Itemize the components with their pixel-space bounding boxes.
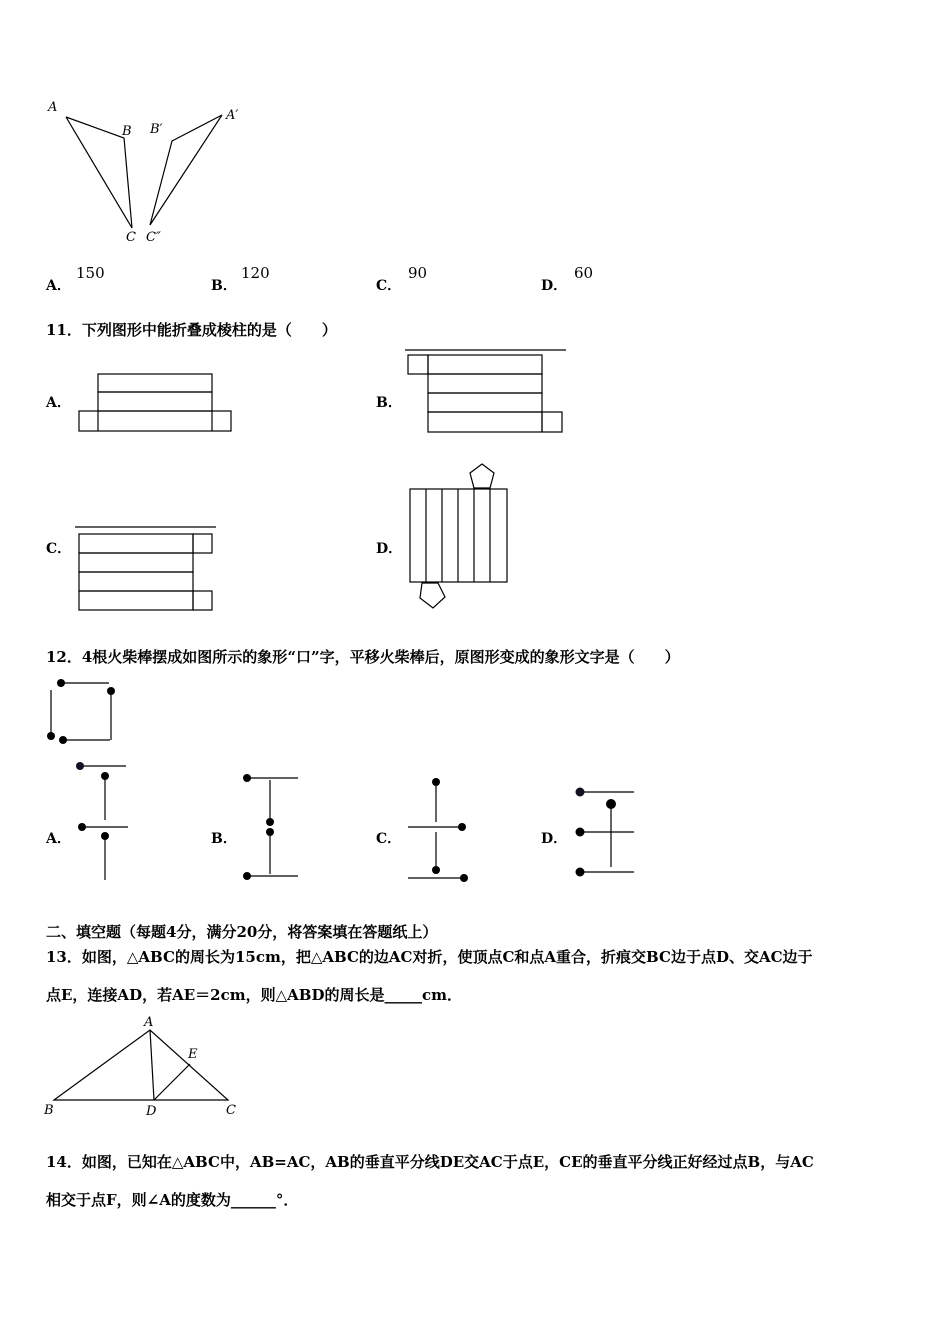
- q11-option-a[interactable]: A．: [46, 395, 71, 411]
- label-b-prime: B′: [150, 122, 163, 137]
- section2-title: 二、填空题（每题4分，满分20分，将答案填在答题纸上）: [46, 923, 438, 941]
- q10-option-a[interactable]: A．: [46, 278, 71, 294]
- q11-text: 11．下列图形中能折叠成棱柱的是（ ）: [46, 321, 337, 339]
- q11-net-c: [74, 524, 222, 614]
- q10-option-b-value: 120: [241, 264, 270, 282]
- q14-text-line2: 相交于点F，则∠A的度数为______°．: [46, 1191, 299, 1209]
- q13-text-line1: 13．如图，△ABC的周长为15cm，把△ABC的边AC对折，使顶点C和点A重合，折痕交BC边于点D、交AC边于: [46, 948, 813, 966]
- q10-option-c[interactable]: C．: [376, 278, 402, 294]
- q10-option-b[interactable]: B．: [211, 278, 237, 294]
- q12-original-figure: [44, 678, 120, 748]
- q11-option-d[interactable]: D．: [376, 541, 403, 557]
- label-a: A: [48, 100, 58, 115]
- q10-triangles-figure: [40, 95, 260, 245]
- q13-triangle-figure: [40, 1012, 250, 1122]
- label-c: C: [126, 230, 136, 245]
- q10-option-d[interactable]: D．: [541, 278, 568, 294]
- q12-option-b[interactable]: B．: [211, 831, 237, 847]
- q10-option-a-value: 150: [76, 264, 105, 282]
- q12-figure-d: [572, 782, 640, 882]
- q12-figure-c: [404, 772, 474, 884]
- label-a: A: [144, 1015, 154, 1030]
- q12-text: 12．4根火柴棒摆成如图所示的象形“口”字，平移火柴棒后，原图形变成的象形文字是（ ）: [46, 648, 680, 666]
- q11-net-a: [78, 372, 238, 434]
- label-e: E: [188, 1047, 198, 1062]
- q12-option-a[interactable]: A．: [46, 831, 71, 847]
- q11-net-d: [408, 460, 528, 612]
- label-b: B: [44, 1103, 54, 1118]
- label-b: B: [122, 124, 132, 139]
- q11-option-c[interactable]: C．: [46, 541, 72, 557]
- q11-net-b: [404, 348, 570, 438]
- q14-text-line1: 14．如图，已知在△ABC中，AB=AC，AB的垂直平分线DE交AC于点E，CE的垂直平分线正好经过点B，与AC: [46, 1153, 814, 1171]
- q12-figure-a: [72, 760, 134, 884]
- q11-option-b[interactable]: B．: [376, 395, 402, 411]
- label-c: C: [226, 1103, 236, 1118]
- label-c-double-prime: C″: [146, 230, 161, 245]
- q12-option-c[interactable]: C．: [376, 831, 402, 847]
- q12-option-d[interactable]: D．: [541, 831, 568, 847]
- q10-option-d-value: 60: [574, 264, 594, 282]
- q12-figure-b: [238, 770, 304, 882]
- label-d: D: [146, 1104, 157, 1119]
- label-a-prime: A′: [226, 108, 239, 123]
- q10-option-c-value: 90: [408, 264, 428, 282]
- q13-text-line2: 点E，连接AD，若AE＝2cm，则△ABD的周长是_____cm．: [46, 986, 462, 1004]
